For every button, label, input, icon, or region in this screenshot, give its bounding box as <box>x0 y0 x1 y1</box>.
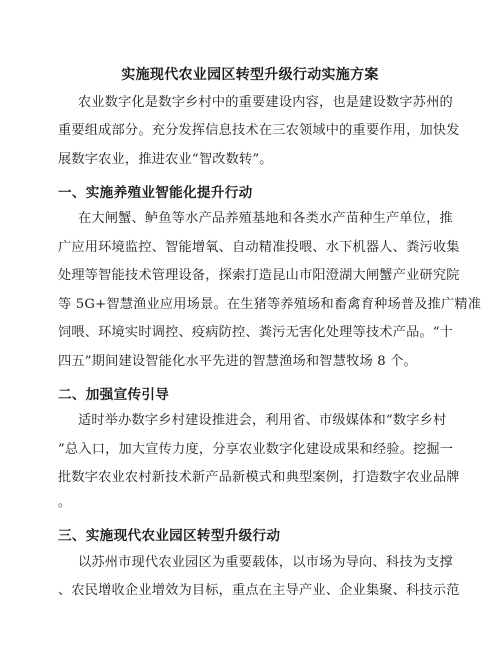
section-1-line: 在大闸蟹、鲈鱼等水产品养殖基地和各类水产苗种生产单位，推 <box>78 211 453 226</box>
section-heading-3: 三、实施现代农业园区转型升级行动 <box>58 528 281 544</box>
section-1-line: 饲喂、环境实时调控、疫病防控、粪污无害化处理等技术产品。“十 <box>58 325 454 340</box>
section-1-line: 处理等智能技术管理设备，探索打造昆山市阳澄湖大闸蟹产业研究院 <box>58 268 460 283</box>
intro-line: 农业数字化是数字乡村中的重要建设内容，也是建设数字苏州的 <box>78 95 453 110</box>
section-2-line: 。 <box>58 495 72 510</box>
section-2-line: ”总入口，加大宣传力度，分享农业数字化建设成果和经验。挖掘一 <box>58 442 454 457</box>
section-3-line: 、农民增收企业增效为目标，重点在主导产业、企业集聚、科技示范 <box>58 583 460 598</box>
section-3-line: 以苏州市现代农业园区为重要载体，以市场为导向、科技为支撑 <box>78 555 453 570</box>
section-2-line: 适时举办数字乡村建设推进会，利用省、市级媒体和“数字乡村 <box>78 413 447 428</box>
section-1-line: 广应用环境监控、智能增氧、自动精准投喂、水下机器人、粪污收集 <box>58 240 460 255</box>
intro-line: 重要组成部分。充分发挥信息技术在三农领域中的重要作用，加快发 <box>58 123 460 138</box>
section-1-line: 等 5G+智慧渔业应用场景。在生猪等养殖场和畜禽育种场普及推广精准 <box>58 297 482 312</box>
section-2-line: 批数字农业农村新技术新产品新模式和典型案例，打造数字农业品牌 <box>58 470 460 485</box>
intro-line: 展数字农业，推进农业“智改数转”。 <box>58 152 273 167</box>
section-heading-2: 二、加强宣传引导 <box>58 387 170 403</box>
section-1-line: 四五”期间建设智能化水平先进的智慧渔场和智慧牧场 8 个。 <box>58 354 418 369</box>
section-heading-1: 一、实施养殖业智能化提升行动 <box>58 185 253 201</box>
document-title: 实施现代农业园区转型升级行动实施方案 <box>121 67 379 83</box>
